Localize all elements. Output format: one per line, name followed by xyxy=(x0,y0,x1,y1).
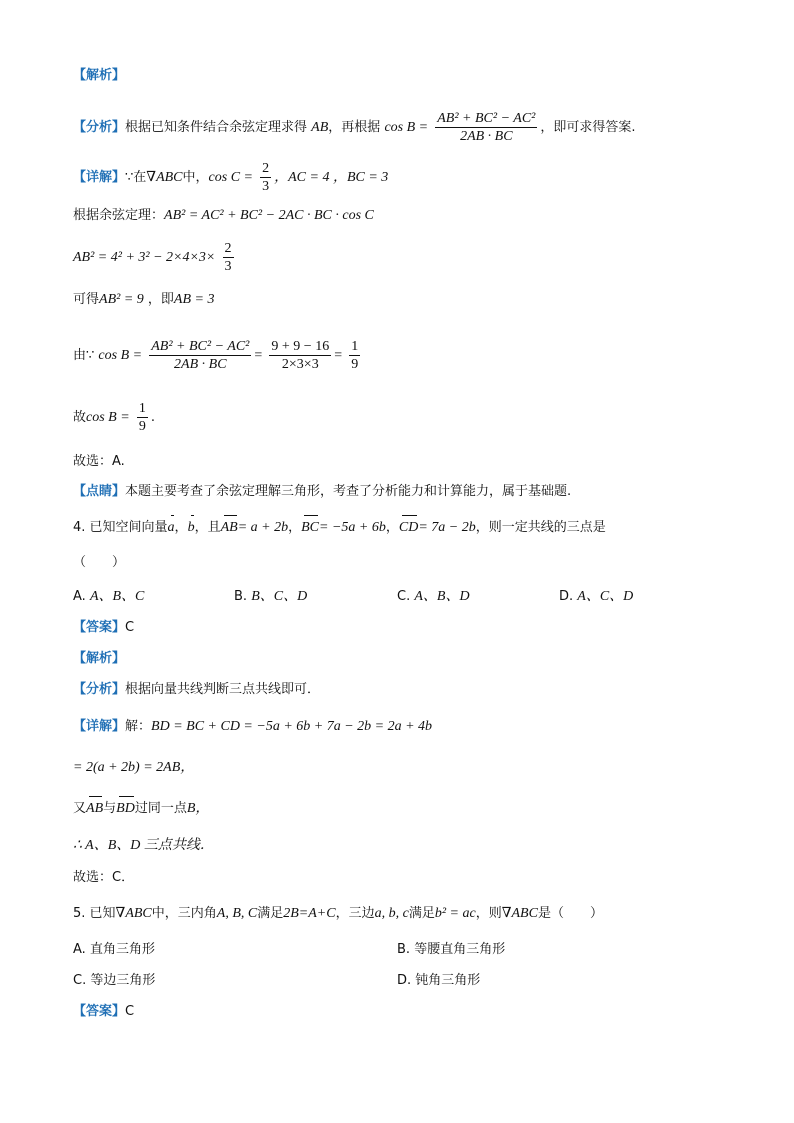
q4-fenxi-tag: 【分析】 xyxy=(73,682,126,697)
q5-stem-c: ，三边 xyxy=(335,906,375,921)
q3-gu: 故 xyxy=(73,410,87,425)
q4-stem xyxy=(73,518,606,538)
q3-comment-line xyxy=(73,482,571,502)
q3-eq-2: = xyxy=(334,348,343,363)
q4-option-b-text: B、C、D xyxy=(251,589,308,604)
q3-triangle: ∇ABC xyxy=(146,170,183,185)
q4-qie: ，且 xyxy=(194,520,221,535)
q4-line3 xyxy=(73,799,209,819)
q3-cosb-label: cos B = xyxy=(384,120,429,135)
q4-answer-tag: 【答案】 xyxy=(73,620,126,635)
q4-option-a-letter: A. xyxy=(73,589,86,604)
q5-option-a-letter: A. xyxy=(73,942,86,957)
q3-ac-eq: ，AC = 4 ，BC = 3 xyxy=(274,170,389,185)
q3-analysis-pre: 根据已知条件结合余弦定理求得 xyxy=(125,120,308,135)
q4-option-a-text: A、B、C xyxy=(89,589,145,604)
q3-result-mid: ，即 xyxy=(147,292,174,307)
q4-jiexi-line xyxy=(73,649,125,669)
q4-stem-pre: 4. 已知空间向量 xyxy=(73,520,168,535)
q3-conclusion-den: 9 xyxy=(138,419,146,434)
q4-vec-ab: AB xyxy=(221,518,238,538)
q3-comment: 本题主要考查了余弦定理解三角形，考查了分析能力和计算能力，属于基础题. xyxy=(125,484,572,499)
q5-stem-d: 满足 xyxy=(408,906,435,921)
q3-mid-num: 9 + 9 − 16 xyxy=(271,339,330,354)
q4-vec-a: a xyxy=(168,518,175,538)
q4-line3-bd: BD xyxy=(116,799,135,819)
q4-option-c[interactable] xyxy=(397,587,470,607)
q3-detail-mid: 中， xyxy=(182,170,209,185)
q5-stem-a: 中，三内角 xyxy=(151,906,217,921)
q5-option-c-text: 等边三角形 xyxy=(90,973,156,988)
jiexi-tag: 【解析】 xyxy=(73,68,126,83)
q3-law-formula: AB² = AC² + BC² − 2AC · BC · cos C xyxy=(164,208,374,223)
xiangjie-tag: 【详解】 xyxy=(73,170,126,185)
q5-option-b-letter: B. xyxy=(397,942,411,957)
q4-line2 xyxy=(73,758,194,778)
q4-option-a[interactable] xyxy=(73,587,144,607)
q3-result-line xyxy=(73,290,214,310)
q3-law-label: 根据余弦定理： xyxy=(73,208,165,223)
q3-calc: AB² = 4² + 3² − 2×4×3× xyxy=(73,250,216,265)
q4-analysis-line xyxy=(73,680,320,700)
q3-result-pre: 可得 xyxy=(73,292,100,307)
q4-detail-line xyxy=(73,717,432,737)
q4-paren-text: （ ） xyxy=(73,555,126,570)
q5-cond2: b² = ac xyxy=(434,906,476,921)
q3-big-num: AB² + BC² − AC² xyxy=(151,339,250,354)
q3-detail-pre: ∵在 xyxy=(125,170,147,185)
q4-option-d-text: A、C、D xyxy=(577,589,634,604)
q5-option-a-text: 直角三角形 xyxy=(89,942,155,957)
q4-option-d-letter: D. xyxy=(559,589,574,604)
q3-mid-den: 2×3×3 xyxy=(281,357,319,372)
q3-analysis-ab: AB xyxy=(311,120,329,135)
q5-option-d-text: 钝角三角形 xyxy=(415,973,481,988)
q3-result-1: AB² = 9 xyxy=(99,292,144,307)
q4-detail-eq: BD = BC + CD = −5a + 6b + 7a − 2b = 2a + 4b xyxy=(151,719,433,734)
q3-cosb2-label: cos B = xyxy=(98,348,143,363)
q4-option-b[interactable] xyxy=(234,587,307,607)
q4-stem-post: ，则一定共线的三点是 xyxy=(475,520,606,535)
q3-cosc-label: cos C = xyxy=(208,170,253,185)
q4-line3-ab: AB xyxy=(86,799,103,819)
q4-line4 xyxy=(73,836,214,856)
q5-cond1: 2B=A+C xyxy=(283,906,336,921)
q5-option-b-text: 等腰直角三角形 xyxy=(414,942,506,957)
q3-final-fraction xyxy=(349,338,360,373)
q4-detail-pre: 解： xyxy=(125,719,152,734)
jiexi-heading xyxy=(73,66,125,86)
q3-big-fraction xyxy=(149,338,251,373)
q5-answer-tag: 【答案】 xyxy=(73,1004,126,1019)
q4-line3-yu: 与 xyxy=(103,801,117,816)
q3-cosc-fraction xyxy=(260,160,271,195)
q5-option-a[interactable] xyxy=(73,940,155,960)
q4-comma-1: ， xyxy=(174,520,188,535)
q3-analysis-mid: ，再根据 xyxy=(328,120,381,135)
q4-paren xyxy=(73,553,125,573)
q3-calc-line xyxy=(73,240,237,275)
q5-option-c[interactable] xyxy=(73,971,155,991)
q5-stem-pre: 5. 已知 xyxy=(73,906,116,921)
q3-conclusion-fraction xyxy=(137,400,148,435)
q4-analysis: 根据向量共线判断三点共线即可． xyxy=(125,682,321,697)
q4-vec-bc: BC xyxy=(301,518,319,538)
q5-stem-f: 是（ ） xyxy=(537,906,603,921)
q3-choice-line xyxy=(73,452,125,472)
q4-line2-text: = 2(a + 2b) = 2AB， xyxy=(73,760,195,775)
q3-cosb-num: AB² + BC² − AC² xyxy=(437,111,536,126)
q5-option-b[interactable] xyxy=(397,940,505,960)
q4-vec-cd: CD xyxy=(399,518,418,538)
q5-stem-b: 满足 xyxy=(257,906,284,921)
q3-calc-den: 3 xyxy=(224,259,232,274)
q3-final-den: 9 xyxy=(351,357,359,372)
q4-line3-pre: 又 xyxy=(73,801,87,816)
q4-option-b-letter: B. xyxy=(234,589,248,604)
q4-line4-text: ∴ A、B、D 三点共线． xyxy=(73,838,214,853)
q3-cosc-num: 2 xyxy=(262,161,270,176)
q4-answer-line xyxy=(73,618,134,638)
q3-calc-num: 2 xyxy=(224,241,232,256)
q3-eq-1: = xyxy=(254,348,263,363)
q3-cosb-fraction xyxy=(435,110,537,145)
q3-result-2: AB = 3 xyxy=(173,292,215,307)
q5-triangle: ∇ABC xyxy=(115,906,152,921)
q3-cosb-den: 2AB · BC xyxy=(460,129,513,144)
q3-big-den: 2AB · BC xyxy=(174,357,227,372)
q5-stem xyxy=(73,904,603,924)
q3-mid-fraction xyxy=(269,338,331,373)
q4-choice: 故选：C． xyxy=(73,870,135,885)
q3-law-line xyxy=(73,206,374,226)
q5-option-d[interactable] xyxy=(397,971,480,991)
q5-stem-e: ，则 xyxy=(475,906,502,921)
q3-you: 由∵ xyxy=(73,348,95,363)
q3-calc-fraction xyxy=(223,240,234,275)
q5-sides: a, b, c xyxy=(374,906,409,921)
q4-bc-rhs: = −5a + 6b xyxy=(319,520,386,535)
q5-triangle-2: ∇ABC xyxy=(501,906,538,921)
q3-conclusion-num: 1 xyxy=(138,401,146,416)
q3-detail-line xyxy=(73,160,388,195)
q4-jiexi-tag: 【解析】 xyxy=(73,651,126,666)
q4-ab-rhs: = a + 2b xyxy=(237,520,289,535)
q5-option-c-letter: C. xyxy=(73,973,87,988)
q4-comma-3: ， xyxy=(385,520,399,535)
q5-angles: A, B, C xyxy=(216,906,258,921)
q4-cd-rhs: = 7a − 2b xyxy=(418,520,476,535)
q4-comma-2: ， xyxy=(288,520,302,535)
q5-answer: C xyxy=(125,1004,135,1019)
q4-choice-line xyxy=(73,868,134,888)
q3-conclusion-line xyxy=(73,400,155,435)
q3-analysis-post: ，即可求得答案. xyxy=(540,120,636,135)
q3-analysis-line xyxy=(73,110,636,145)
q4-line3-b: B， xyxy=(186,801,210,816)
q4-answer: C xyxy=(125,620,135,635)
q5-answer-line xyxy=(73,1002,134,1022)
dianjing-tag: 【点睛】 xyxy=(73,484,126,499)
q4-option-c-letter: C. xyxy=(397,589,411,604)
q3-choice: 故选：A. xyxy=(73,454,125,469)
q5-option-d-letter: D. xyxy=(397,973,412,988)
q4-option-c-text: A、B、D xyxy=(414,589,470,604)
q3-cosb3-label: cos B = xyxy=(86,410,130,425)
q3-period: . xyxy=(150,410,155,425)
q4-vec-b: b xyxy=(188,518,195,538)
q3-cosc-den: 3 xyxy=(262,179,270,194)
q3-final-num: 1 xyxy=(351,339,359,354)
q4-option-d[interactable] xyxy=(559,587,633,607)
q4-line3-post: 过同一点 xyxy=(134,801,187,816)
q4-xiangjie-tag: 【详解】 xyxy=(73,719,126,734)
fenxi-tag: 【分析】 xyxy=(73,120,126,135)
q3-cosb-calc-line xyxy=(73,338,363,373)
